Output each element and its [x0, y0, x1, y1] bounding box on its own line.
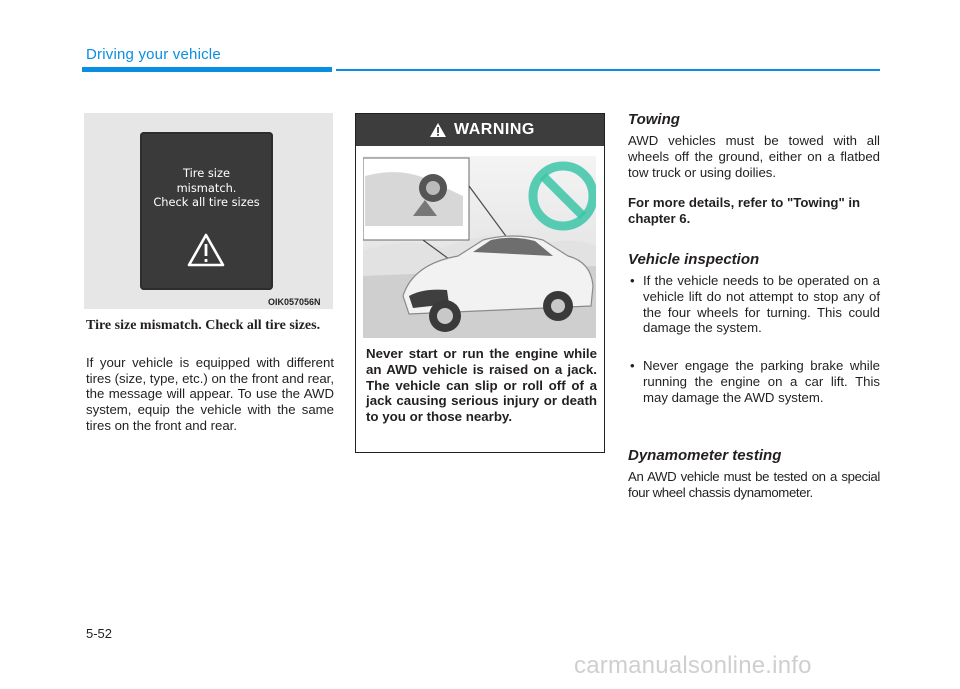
warning-triangle-icon — [429, 122, 447, 138]
image-code: OIK057056N — [268, 297, 321, 307]
cluster-message-line: mismatch. — [176, 180, 237, 195]
towing-reference: For more details, refer to "Towing" in chapter 6. — [628, 195, 861, 226]
header-rule — [336, 69, 880, 71]
cluster-message-line: Tire size — [183, 166, 230, 180]
dynamometer-heading: Dynamometer testing — [628, 447, 782, 464]
cluster-display — [140, 132, 273, 290]
car-on-jack-drawing — [363, 156, 596, 338]
warning-label: WARNING — [454, 121, 535, 138]
section-title: Driving your vehicle — [86, 46, 221, 63]
inspection-bullet: • Never engage the parking brake while running the engine on a car lift. This may damage the AWD system. — [628, 358, 880, 405]
header-accent-bar — [82, 67, 332, 72]
tire-mismatch-illustration — [84, 113, 333, 309]
warning-text: Never start or run the engine while an AWD vehicle is raised on a jack. The vehicle can slip or roll off of a jack causing serious injury or death to you or those nearby. — [366, 346, 597, 425]
warning-box — [355, 113, 605, 453]
towing-heading: Towing — [628, 111, 680, 128]
warning-header — [356, 114, 604, 146]
cluster-message — [140, 166, 273, 210]
warning-triangle-icon — [186, 232, 226, 268]
vehicle-inspection-heading: Vehicle inspection — [628, 251, 760, 268]
tire-mismatch-body: If your vehicle is equipped with different tires (size, type, etc.) on the front and rear, the message will appear. To use the AWD system, equip the vehicle with the same tires on the front and rear. — [86, 355, 334, 433]
car-on-jack-illustration — [363, 156, 596, 338]
dynamometer-body: An AWD vehicle must be tested on a special four wheel chassis dynamometer. — [628, 469, 880, 500]
inspection-bullet: • If the vehicle needs to be operated on a vehicle lift do not attempt to stop any of the four wheels for turning. This could damage the system. — [628, 273, 880, 336]
cluster-message-line: Check all tire sizes — [153, 195, 260, 209]
page-number: 5-52 — [86, 626, 113, 641]
image-caption: Tire size mismatch. Check all tire sizes. — [86, 318, 321, 333]
watermark: carmanualsonline.info — [574, 652, 812, 679]
towing-body: AWD vehicles must be towed with all wheels off the ground, either on a flatbed tow truck or using doilies. — [628, 133, 880, 180]
